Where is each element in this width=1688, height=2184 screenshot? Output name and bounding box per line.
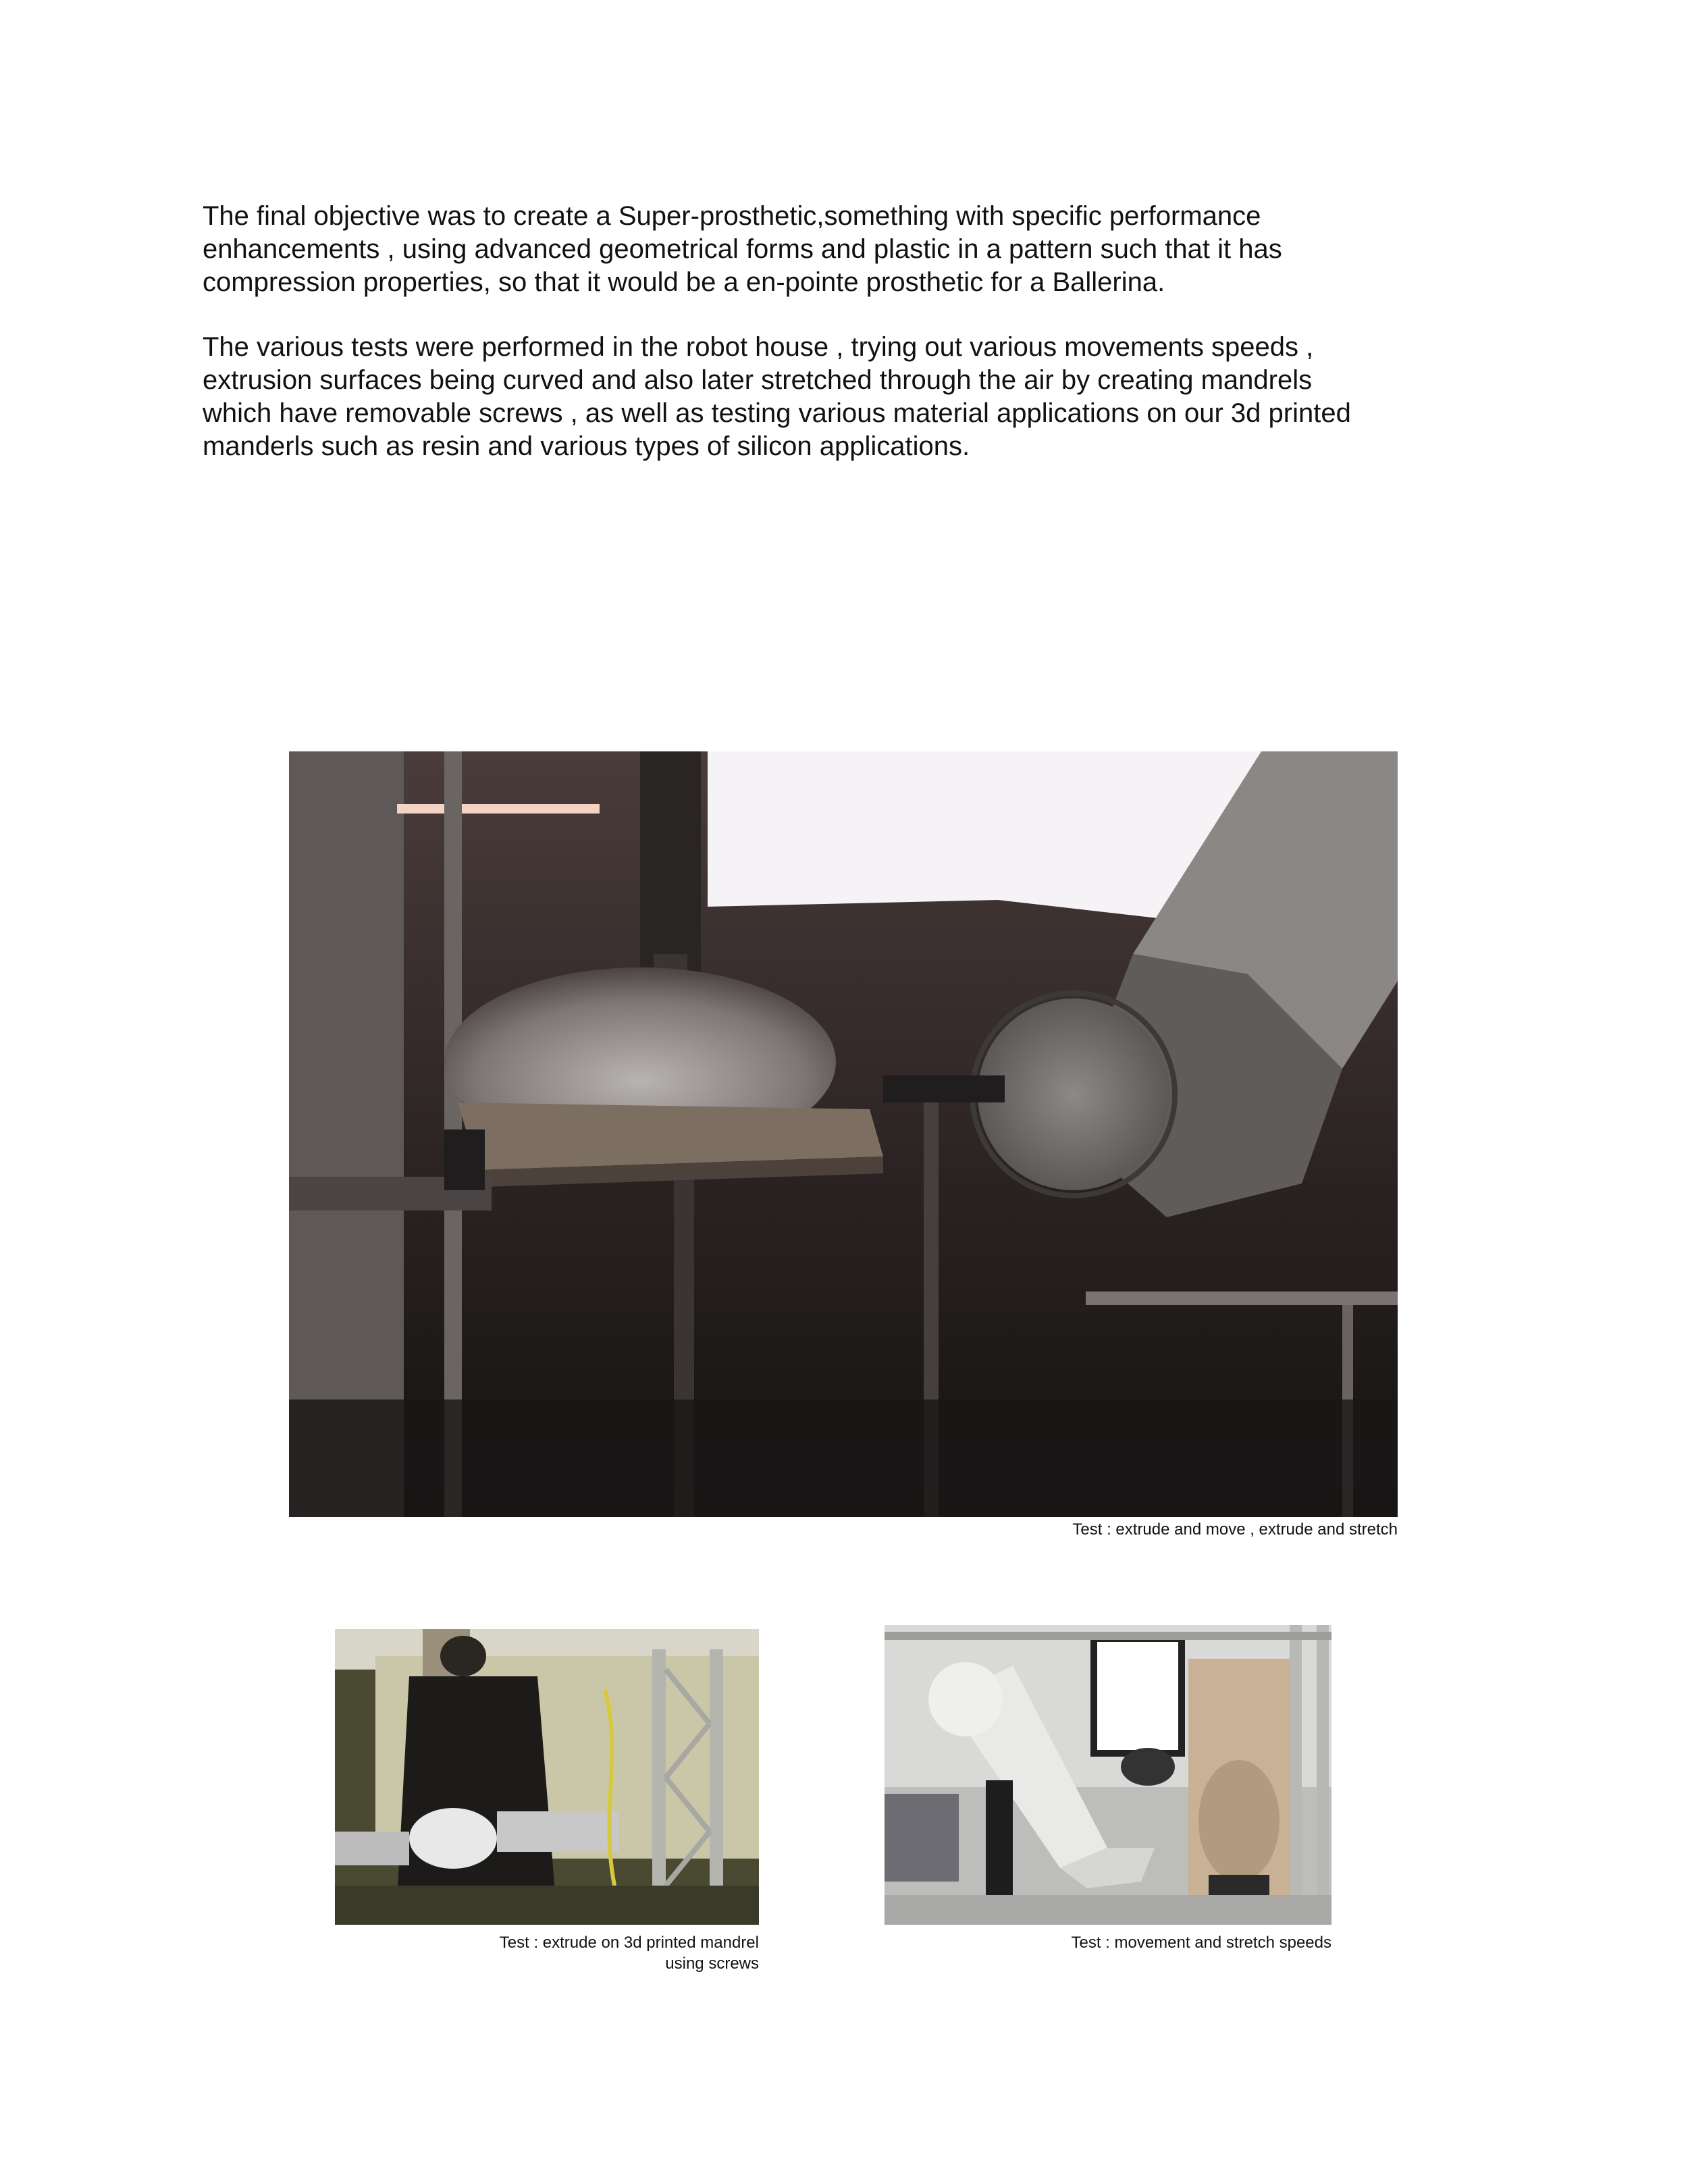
movement-test-photo bbox=[885, 1625, 1331, 1925]
left-photo-caption: Test : extrude on 3d printed mandrel using screws bbox=[499, 1934, 759, 1973]
right-photo-caption: Test : movement and stretch speeds bbox=[1071, 1934, 1331, 1952]
mandrel-test-photo bbox=[335, 1629, 759, 1925]
tests-paragraph: The various tests were performed in the robot house , trying out various movements speeds , extrusion surfaces being curved and also later stretched through the air by creating mandrels which have removable screws , as well as testing various material applications on our 3d printed manderls such as resin and various types of silicon applications. bbox=[203, 332, 1351, 461]
intro-paragraph: The final objective was to create a Super-prosthetic,something with specific performance enhancements , using advanced geometrical forms and plastic in a pattern such that it has compression properties, so that it would be a en-pointe prosthetic for a Ballerina. bbox=[203, 201, 1282, 297]
main-photo-caption: Test : extrude and move , extrude and stretch bbox=[1072, 1520, 1398, 1539]
mandrel-screws-image bbox=[335, 1629, 759, 1925]
movement-stretch-image bbox=[885, 1625, 1331, 1925]
main-test-photo bbox=[289, 751, 1398, 1517]
robot-extrusion-image bbox=[289, 751, 1398, 1517]
